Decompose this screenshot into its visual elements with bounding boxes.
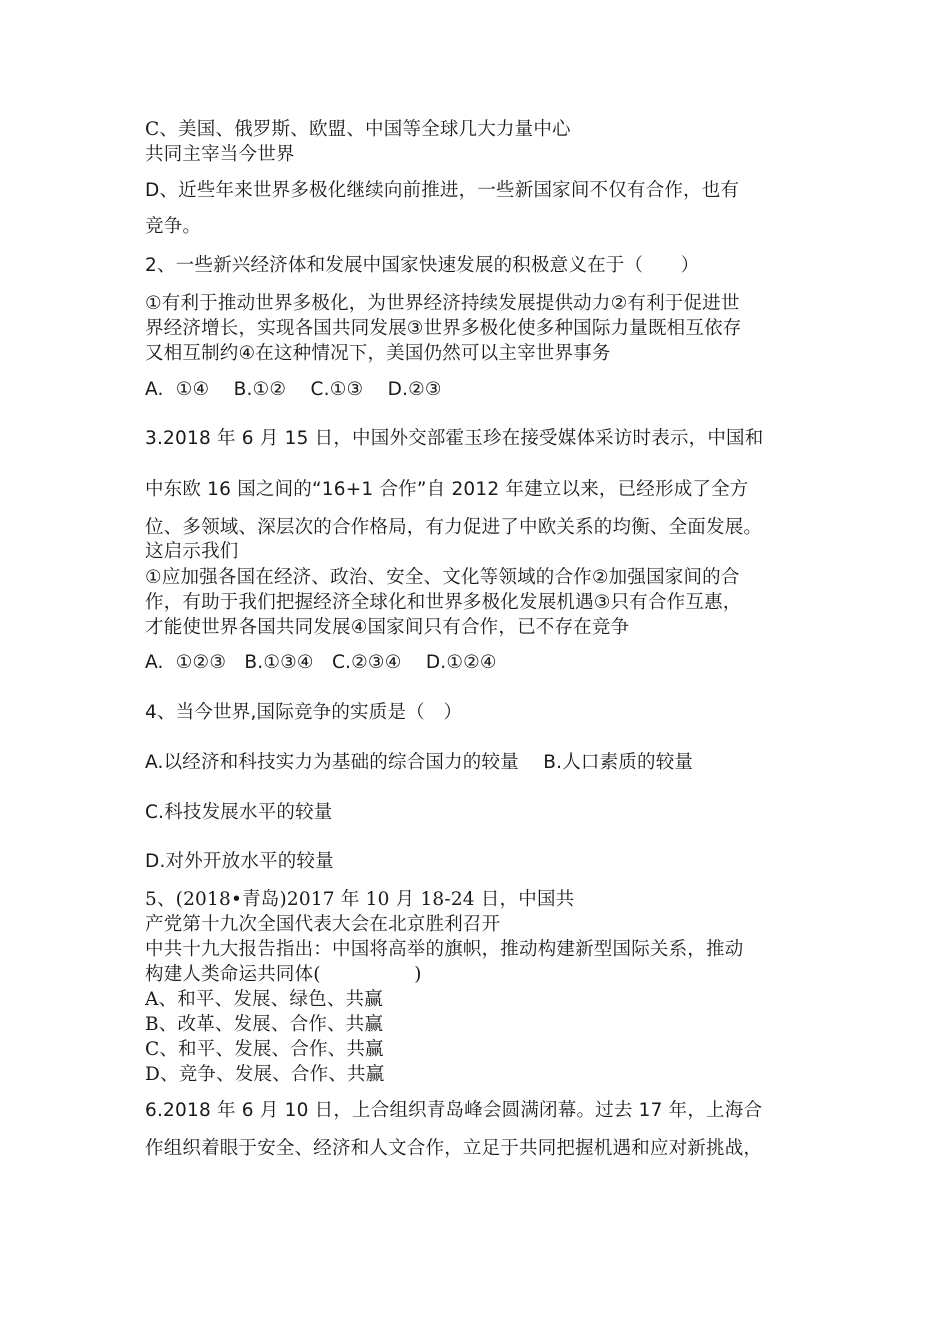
q1-option-c-line1: C、美国、俄罗斯、欧盟、中国等全球几大力量中心 [145,119,571,140]
q5-option: B、改革、发展、合作、共赢 [145,1014,384,1035]
q1-option-d-line1: D、近些年来世界多极化继续向前推进，一些新国家间不仅有合作，也有 [145,180,740,201]
q3-statement-line: ①应加强各国在经济、政治、安全、文化等领域的合作②加强国家间的合 [145,567,740,588]
q5-line: 产党第十九次全国代表大会在北京胜利召开 [145,914,501,935]
q5-line: 5、(2018•青岛)2017 年 10 月 18-24 日，中国共 [145,889,575,910]
q3-stem-line: 中东欧 16 国之间的“16+1 合作”自 2012 年建立以来，已经形成了全方 [145,479,749,500]
q3-stem-line: 3.2018 年 6 月 15 日，中国外交部霍玉珍在接受媒体采访时表示，中国和 [145,428,764,449]
q5-line: 构建人类命运共同体( ) [145,964,422,985]
q2-statement-line: 界经济增长，实现各国共同发展③世界多极化使多种国际力量既相互依存 [145,318,742,339]
q4-option-c: C.科技发展水平的较量 [145,802,333,823]
q2-stem: 2、一些新兴经济体和发展中国家快速发展的积极意义在于（ ） [145,255,700,276]
q5-option: C、和平、发展、合作、共赢 [145,1039,384,1060]
q2-statement-line: ①有利于推动世界多极化，为世界经济持续发展提供动力②有利于促进世 [145,293,740,314]
q6-line: 作组织着眼于安全、经济和人文合作，立足于共同把握机遇和应对新挑战， [145,1138,763,1159]
q5-option: A、和平、发展、绿色、共赢 [145,989,383,1010]
q3-statement-line: 作，有助于我们把握经济全球化和世界多极化发展机遇③只有合作互惠， [145,592,742,613]
q2-options: A. ①④ B.①② C.①③ D.②③ [145,379,442,400]
q4-stem: 4、当今世界,国际竞争的实质是（ ） [145,702,463,723]
q1-option-c-line2: 共同主宰当今世界 [145,144,295,165]
q3-options: A. ①②③ B.①③④ C.②③④ D.①②④ [145,652,497,673]
q1-option-d-line2: 竞争。 [145,216,202,237]
q5-line: 中共十九大报告指出：中国将高举的旗帜，推动构建新型国际关系，推动 [145,939,744,960]
q6-line: 6.2018 年 6 月 10 日，上合组织青岛峰会圆满闭幕。过去 17 年，上海合 [145,1100,763,1121]
q3-statement-line: 才能使世界各国共同发展④国家间只有合作，已不存在竞争 [145,617,630,638]
q4-option-d: D.对外开放水平的较量 [145,851,334,872]
q4-option-ab: A.以经济和科技实力为基础的综合国力的较量 B.人口素质的较量 [145,752,694,773]
q5-option: D、竞争、发展、合作、共赢 [145,1064,385,1085]
q3-stem-line: 这启示我们 [145,541,239,562]
q3-stem-line: 位、多领域、深层次的合作格局，有力促进了中欧关系的均衡、全面发展。 [145,517,763,538]
q2-statement-line: 又相互制约④在这种情况下，美国仍然可以主宰世界事务 [145,343,611,364]
